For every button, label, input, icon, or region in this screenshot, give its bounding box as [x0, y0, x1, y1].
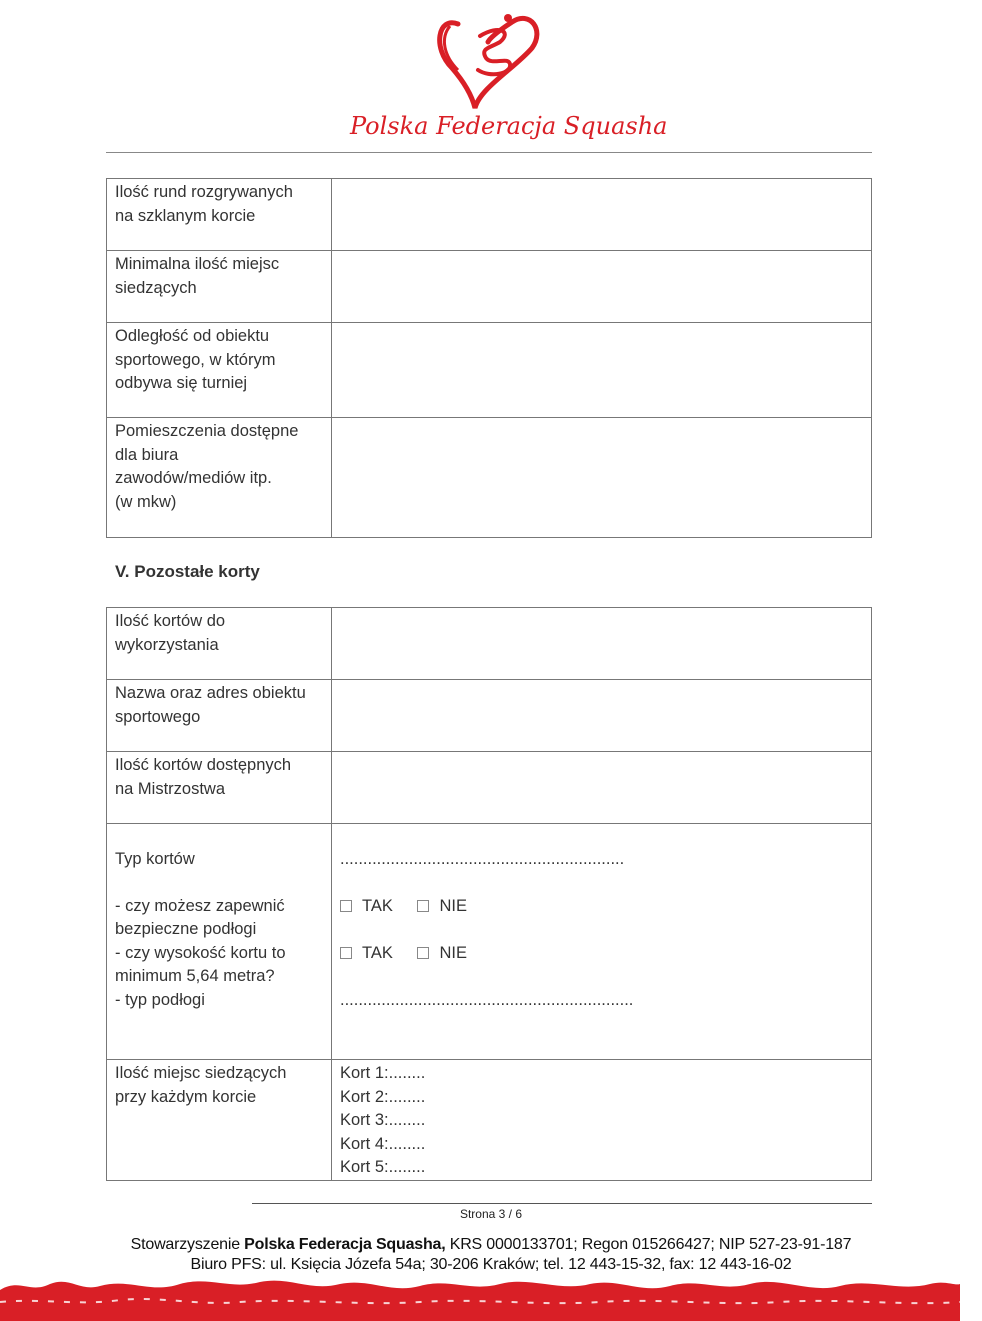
footer-line-2: Biuro PFS: ul. Księcia Józefa 54a; 30-206 Kraków; tel. 12 443-15-32, fax: 12 443-16-02 — [190, 1256, 792, 1273]
value-cell[interactable] — [332, 323, 872, 418]
floor-type-input[interactable]: ................................................................ — [340, 990, 634, 1009]
kort-2-field[interactable]: Kort 2:........ — [340, 1087, 426, 1106]
footer-prefix: Stowarzyszenie — [130, 1236, 245, 1253]
kort-4-field[interactable]: Kort 4:........ — [340, 1134, 426, 1153]
value-cell[interactable] — [332, 418, 872, 538]
label-cell — [107, 179, 332, 251]
footer-red-wave — [0, 1272, 960, 1321]
table-row — [107, 418, 872, 538]
value-cell[interactable] — [332, 179, 872, 251]
tak-checkbox[interactable] — [340, 947, 352, 959]
nie-label: NIE — [439, 943, 467, 962]
nie-label: NIE — [439, 896, 467, 915]
floor-question: - czy możesz zapewnić bezpieczne podłogi — [115, 896, 285, 938]
label-cell — [107, 752, 332, 824]
label-cell — [107, 323, 332, 418]
footer-registry: KRS 0000133701; Regon 015266427; NIP 527-23-91-187 — [445, 1236, 852, 1253]
table-row — [107, 608, 872, 680]
section-title: V. Pozostałe korty — [115, 562, 260, 581]
row-label: Pomieszczenia dostępne dla biura zawodów/mediów itp. (w mkw) — [115, 422, 299, 511]
table-row-seats — [107, 1060, 872, 1181]
table-row — [107, 179, 872, 251]
value-cell — [332, 1060, 872, 1181]
table-row — [107, 323, 872, 418]
nie-checkbox[interactable] — [417, 900, 429, 912]
table-row — [107, 251, 872, 323]
pfs-logo — [340, 8, 668, 153]
table-row-court-type — [107, 824, 872, 1060]
table-row — [107, 680, 872, 752]
page-number: Strona 3 / 6 — [459, 1207, 523, 1221]
height-question: - czy wysokość kortu to minimum 5,64 metra? — [115, 943, 286, 985]
value-cell[interactable] — [332, 752, 872, 824]
value-cell — [332, 824, 872, 1060]
footer-line-1 — [0, 1236, 982, 1254]
value-cell[interactable] — [332, 251, 872, 323]
header-rule — [106, 152, 872, 153]
tak-label: TAK — [362, 896, 393, 915]
value-cell[interactable] — [332, 608, 872, 680]
label-cell — [107, 608, 332, 680]
label-cell — [107, 680, 332, 752]
row-label: Odległość od obiektu sportowego, w którym odbywa się turniej — [115, 327, 276, 392]
label-cell — [107, 824, 332, 1060]
row-label: Ilość kortów dostępnych na Mistrzostwa — [115, 756, 292, 798]
row-label: Ilość miejsc siedzących przy każdym korcie — [115, 1064, 287, 1106]
floor-type-question: - typ podłogi — [115, 990, 205, 1009]
kort-1-field[interactable]: Kort 1:........ — [340, 1064, 426, 1082]
tak-label: TAK — [362, 943, 393, 962]
footer-rule — [252, 1203, 872, 1204]
table-other-courts — [106, 607, 872, 1181]
label-cell — [107, 1060, 332, 1181]
row-label: Nazwa oraz adres obiektu sportowego — [115, 684, 306, 726]
value-cell[interactable] — [332, 680, 872, 752]
height-option-row — [340, 942, 865, 966]
nie-checkbox[interactable] — [417, 947, 429, 959]
kort-3-field[interactable]: Kort 3:........ — [340, 1111, 426, 1129]
row-label: Ilość rund rozgrywanych na szklanym korcie — [115, 183, 293, 225]
kort-5-field[interactable]: Kort 5:........ — [340, 1158, 426, 1176]
svg-text:Polska Federacja Squasha: Polska Federacja Squasha — [350, 112, 668, 140]
court-type-input[interactable]: .............................................................. — [340, 850, 625, 868]
floor-option-row — [340, 895, 865, 919]
table-venue-details — [106, 178, 872, 538]
label-cell — [107, 251, 332, 323]
row-label: Minimalna ilość miejsc siedzących — [115, 255, 280, 297]
tak-checkbox[interactable] — [340, 900, 352, 912]
footer-org-name: Polska Federacja Squasha, — [244, 1236, 446, 1253]
row-label: Ilość kortów do wykorzystania — [115, 612, 226, 654]
label-cell — [107, 418, 332, 538]
table-row — [107, 752, 872, 824]
court-type-label: Typ kortów — [115, 850, 195, 868]
